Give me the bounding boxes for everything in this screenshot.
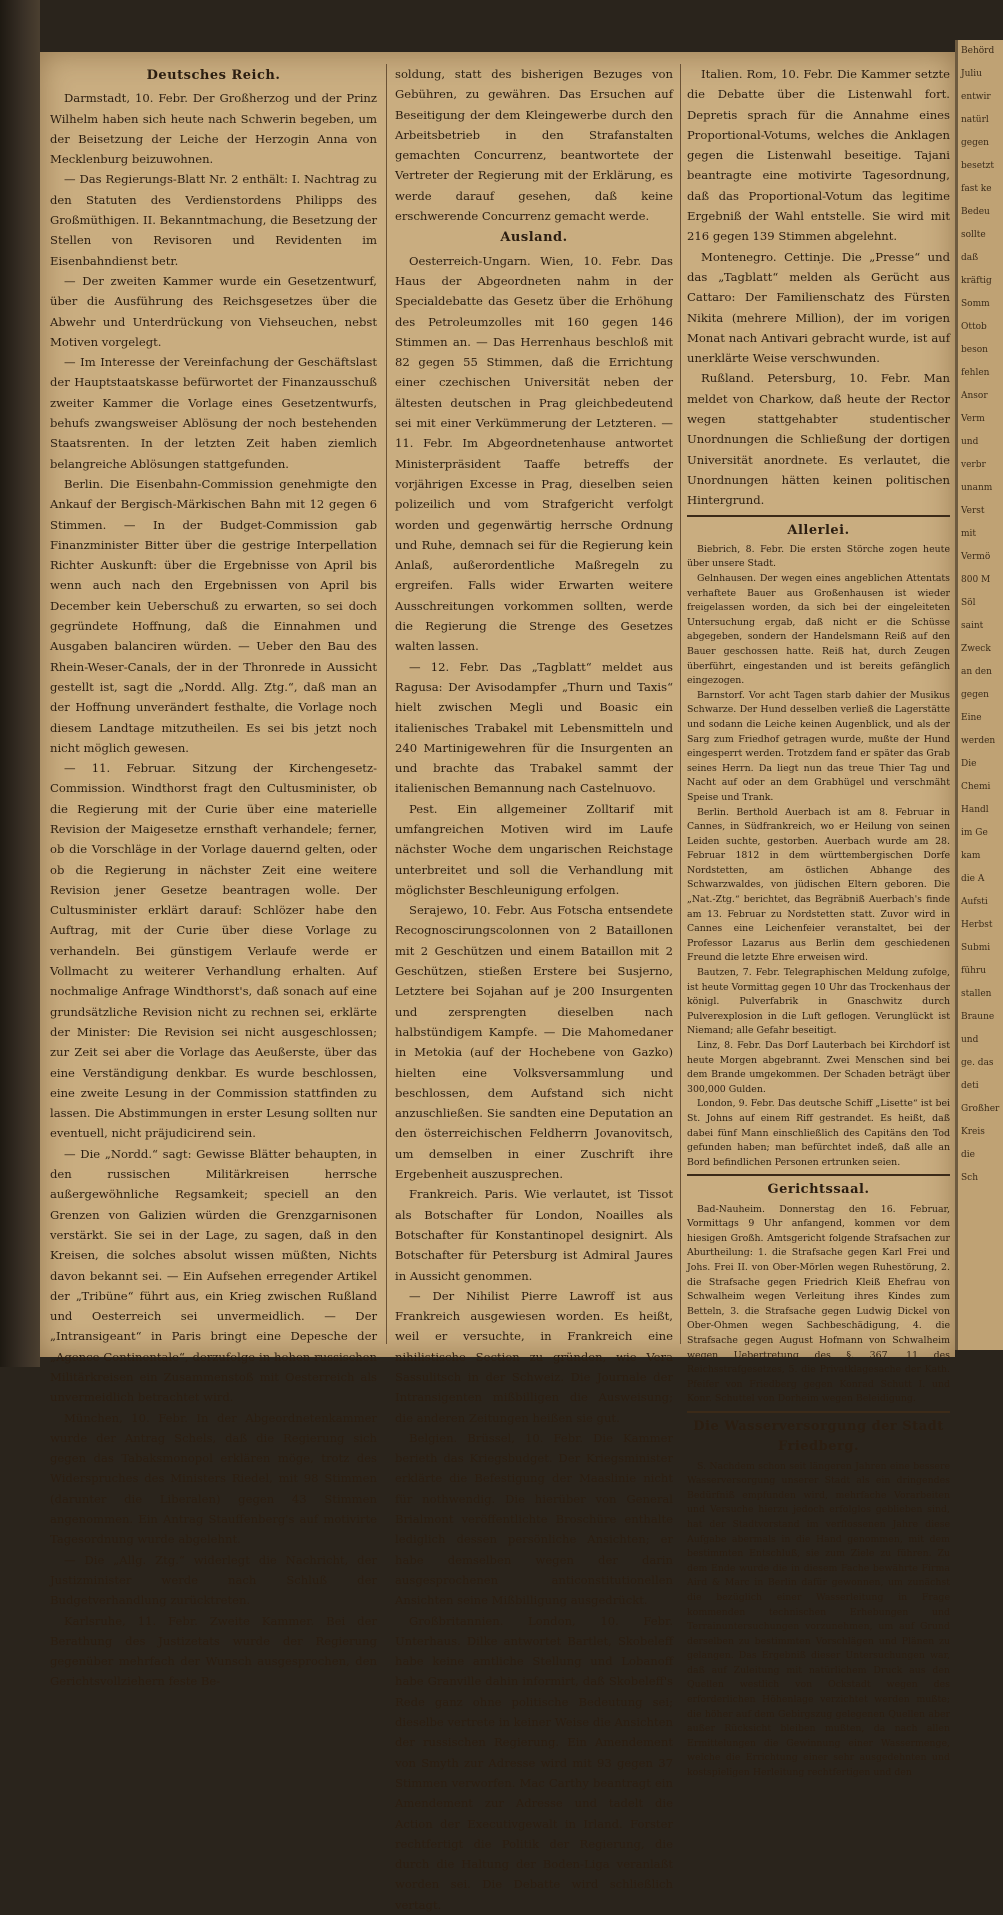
- column-3: [687, 64, 950, 1779]
- edge-fragment: die A: [961, 874, 985, 884]
- article-paragraph: — 11. Februar. Sitzung der Kirchengesetz-Commission. Windthorst fragt den Cultusminister, ob die Regierung mit der Curie über eine materielle Revision der Maigesetze ernsthaft verhandele; ferner, ob die Vorschläge in der Vorlage dauernd gelten, oder ob die Regierung in nächster Zeit eine weitere Revision jener Gesetze beantragen wolle. Der Cultusminister erklärt darauf: Schlözer habe den Auftrag, mit der Curie über diese Vorlage zu verhandeln. Bei günstigem Verlaufe werde er Vollmacht zu weiterer Verhandlung erhalten. Auf nochmalige Anfrage Windthorst's, daß sonach auf eine grundsätzliche Revision nicht zu rechnen sei, erklärte der Minister: Die Revision sei nicht ausgeschlossen; zur Zeit sei aber die Vorlage das Aeußerste, über das eine Verständigung denkbar. Es wurde beschlossen, eine zweite Lesung in der Commission stattfinden zu lassen. Die Abstimmungen in erster Lesung sollten nur eventuell, nicht präjudicirend sein.: [50, 761, 377, 1141]
- edge-fragment: führu: [961, 966, 987, 976]
- section-heading: Deutsches Reich.: [146, 68, 281, 83]
- section-heading: Gerichtssaal.: [767, 1182, 870, 1198]
- edge-fragment: gegen: [961, 138, 989, 148]
- court-block: [687, 1203, 950, 1407]
- edge-fragment: Juliu: [961, 69, 982, 79]
- article-paragraph: Karlsruhe, 11. Febr. Zweite Kammer. Bei der Berathung des Justizetats wurde der Regierung gegenüber mehrfach der Wunsch ausgesprochen, den Gerichtsvollziehern feste Be-: [50, 1613, 377, 1689]
- edge-fragment: die: [961, 1150, 975, 1160]
- edge-fragment: 800 M: [961, 575, 991, 585]
- edge-fragment: Ansor: [961, 391, 988, 401]
- edge-fragment: Eine: [961, 713, 982, 723]
- edge-fragment: gegen: [961, 690, 989, 700]
- edge-fragment: Herbst: [961, 920, 993, 930]
- edge-fragment: Submi: [961, 943, 991, 953]
- edge-fragment: Braune: [961, 1012, 995, 1022]
- edge-fragment: ge. das: [961, 1058, 994, 1068]
- edge-fragment: verbr: [961, 460, 986, 470]
- section-divider: [687, 1411, 950, 1413]
- news-item: Linz, 8. Febr. Das Dorf Lauterbach bei Kirchdorf ist heute Morgen abgebrannt. Zwei Menschen sind bei dem Brande umgekommen. Der Schaden beträgt über 300,000 Gulden.: [687, 1040, 950, 1095]
- news-item: Bad-Nauheim. Donnerstag den 16. Februar, Vormittags 9 Uhr anfangend, kommen vor dem hiesigen Großh. Amtsgericht folgende Strafsachen zur Aburtheilung: 1. die Strafsache gegen Karl Frei und Johs. Frei II. von Ober-Mörlen wegen Ruhestörung, 2. die Strafsache gegen Friedrich Kleiß Ehefrau von Schwalheim wegen Verleitung ihres Kindes zum Betteln, 3. die Strafsache gegen Ludwig Dickel von Ober-Ohmen wegen Sachbeschädigung, 4. die Strafsache gegen August Hofmann von Schwalheim wegen Uebertretung des §. 367, 11 des Reichsstrafgesetzes, 5. die Privatklagesache der Kath. Pfeifer von Friedberg gegen Konrad Schutt I. und Konr. Schuttel von Dorheim wegen Beleidigung.: [687, 1203, 950, 1405]
- article-paragraph: Großbritannien. London, 10. Febr. Unterhaus. Dilke antwortet Bartlet, Skobeleff habe keine amtliche Stellung und Lobanoff habe Granville dahin informirt, daß Skobeleff's Rede ganz ohne politische Bedeutung sei; dieselbe vertrete in keiner Weise die Ansichten der russischen Regierung. Ein Amendement von Smyth zur Adresse wird mit 93 gegen 37 Stimmen verworfen. Mac Carthy beantragt ein Amendement zur Adresse und tadelt die Action der Executivgewalt in Irland. Forster rechtfertigt die Politik der Regierung, die durch die Haltung der Boden-Liga veranlaßt worden sei. Die Debatte wird schließlich vertagt.: [395, 1613, 673, 1912]
- edge-fragment: fehlen: [961, 368, 990, 378]
- column-1: [50, 64, 377, 1689]
- edge-fragment: beson: [961, 345, 988, 355]
- edge-fragment: Aufsti: [961, 897, 988, 907]
- edge-fragment: Söl: [961, 598, 976, 608]
- article-paragraph: Italien. Rom, 10. Febr. Die Kammer setzte die Debatte über die Listenwahl fort. Depretis sprach für die Annahme eines Proportional-Votums, welches die Anklagen gegen die Listenwahl beseitige. Tajani beantragte eine motivirte Tagesordnung, daß das Proportional-Votum das legitime Ergebniß der Wahl entstelle. Sie wird mit 216 gegen 139 Stimmen abgelehnt.: [687, 67, 950, 244]
- article-paragraph: Oesterreich-Ungarn. Wien, 10. Febr. Das Haus der Abgeordneten nahm in der Specialdebatte das Gesetz über die Erhöhung des Petroleumzolles mit 160 gegen 146 Stimmen an. — Das Herrenhaus beschloß mit 82 gegen 55 Stimmen, daß die Errichtung einer czechischen Universität neben der ältesten deutschen in Prag gleichbedeutend sei mit einer Verkümmerung der Letzteren. — 11. Febr. Im Abgeordnetenhause antwortet Ministerpräsident Taaffe betreffs der vorjährigen Excesse in Prag, dieselben seien polizeilich und vom Strafgericht verfolgt worden und gegenwärtig herrsche Ordnung und Ruhe, demnach sei für die Regierung kein Anlaß, außerordentliche Maßregeln zu ergreifen. Falls wider Erwarten weitere Ausschreitungen vorkommen sollten, werde die Regierung die Strenge des Gesetzes walten lassen.: [395, 253, 673, 654]
- edge-fragment: Verm: [961, 414, 985, 424]
- article-paragraph: soldung, statt des bisherigen Bezuges von Gebühren, zu gewähren. Das Ersuchen auf Beseitigung der dem Kleingewerbe durch den Arbeitsbetrieb in den Strafanstalten gemachten Concurrenz, beantwortete der Vertreter der Regierung mit der Erklärung, es werde darauf gesehen, daß keine erschwerende Concurrenz gemacht werde.: [395, 67, 673, 224]
- edge-fragment: Kreis: [961, 1127, 985, 1137]
- edge-fragment: entwir: [961, 92, 991, 102]
- section-heading: Ausland.: [500, 230, 568, 246]
- edge-fragment: werden: [961, 736, 996, 746]
- section-divider: [687, 1174, 950, 1176]
- edge-fragment: unanm: [961, 483, 993, 493]
- article-paragraph: Frankreich. Paris. Wie verlautet, ist Tissot als Botschafter für London, Noailles als Botschafter für Konstantinopel designirt. Als Botschafter für Petersburg ist Admiral Jaures in Aussicht genommen.: [395, 1187, 673, 1283]
- edge-fragment: Vermö: [961, 552, 991, 562]
- article-paragraph: Pest. Ein allgemeiner Zolltarif mit umfangreichen Motiven wird im Laufe nächster Woche dem ungarischen Reichstage unterbreitet und soll die Verhandlung mit möglichster Beschleunigung erfolgen.: [395, 801, 673, 897]
- edge-fragment: Chemi: [961, 782, 991, 792]
- news-item: S. Nachdem schon seit längeren Jahren eine bessere Wasserversorgung unserer Stadt als ein dringendes Bedürfniß empfunden wird, mehrfache Vorarbeiten und Versuche hierzu jedoch erfolglos geblieben sind, hat der Stadtvorstand im verflossenen Jahre diese Aufgabe abermals in die Hand genommen, mit dem bestimmten Entschluß, sie zum Ziele zu führen. Zu dem Ende wurde die in diesem Fache bewährte Firma Aird & Marc in Berlin dafür gewonnen, um zunächst die bezüglich einer Wasserleitung in Frage kommenden technischen Erhebungen und Terrainuntersuchungen vorzunehmen, um auf Grund derselben zu bestimmten Vorschlägen und Plänen zu gelangen. Das Ergebniß dieser Untersuchungen war, daß auf Zuleitung mit natürlichem Druck aus den Quellen westlich von Ockstadt wegen des erforderlichen Höhenlage verzichtet werden mußte; die höher auf dem Gebirgszug gelegenen Quellen aber außer Rücksicht bleiben mußten, da nach allen Ermittelungen die Gewinnung einer Wassermenge, welche die Errichtung einer sehr ausgedehnten und kostspieligen Herleitung rechtfertigen und den: [687, 1460, 950, 1779]
- water-supply-block: [687, 1460, 950, 1781]
- edge-fragment: Die: [961, 759, 977, 769]
- edge-fragment: Großher: [961, 1104, 1000, 1114]
- edge-fragment: mit: [961, 529, 977, 539]
- news-item: Biebrich, 8. Febr. Die ersten Störche zogen heute über unsere Stadt.: [687, 543, 950, 570]
- section-heading: Die Wasserversorgung der Stadt Friedberg.: [693, 1418, 944, 1455]
- article-paragraph: Belgien. Brüssel, 10. Febr. Die Kammer berieth das Kriegsbudget. Der Kriegsminister erklärte die Befestigung der Maaslinie nicht für nothwendig. Die hierüber von General Brialmont veröffentlichte Broschüre enthalte lediglich dessen persönliche Ansichten; er habe demselben wegen der darin ausgesprochenen anticonstitutionellen Ansichten seine Mißbilligung ausgedrückt.: [395, 1430, 673, 1608]
- edge-fragment: deti: [961, 1081, 979, 1091]
- section-heading: Allerlei.: [787, 522, 850, 538]
- news-item: Barnstorf. Vor acht Tagen starb dahier der Musikus Schwarze. Der Hund desselben verließ die Lagerstätte und sodann die Leiche keinen Augenblick, und als der Sarg zum Friedhof getragen wurde, mußte der Hund eingesperrt werden. Trotzdem fand er später das Grab seines Herrn. Da liegt nun das treue Thier Tag und Nacht auf oder an dem Grabhügel und verschmäht Speise und Trank.: [687, 689, 950, 803]
- article-paragraph: Serajewo, 10. Febr. Aus Fotscha entsendete Recognoscirungscolonnen von 2 Bataillonen mit 2 Geschützen und einem Bataillon mit 2 Geschützen, stießen Erstere bei Susjerno, Letztere bei Sojahan auf je 200 Insurgenten und zersprengten dieselben nach halbstündigem Kampfe. — Die Mahomedaner in Metokia (auf der Hochebene von Gazko) hielten eine Volksversammlung und beschlossen, dem Aufstand sich nicht anzuschließen. Sie sandten eine Deputation an den österreichischen Feldherrn Jovanovitsch, um demselben in einer Zuschrift ihre Ergebenheit auszusprechen.: [395, 903, 673, 1182]
- news-item: Gelnhausen. Der wegen eines angeblichen Attentats verhaftete Bauer aus Großenhausen ist wieder freigelassen worden, da sich bei der eingeleiteten Untersuchung ergab, daß nicht er die Schüsse abgegeben, sondern der Handelsmann Reiß auf den Bauer geschossen hatte. Reiß hat, durch Zeugen überführt, eingestanden und ist bereits gefänglich eingezogen.: [687, 573, 950, 687]
- edge-fragment: Bedeu: [961, 207, 990, 217]
- article-paragraph: — Die „Nordd.“ sagt: Gewisse Blätter behaupten, in den russischen Militärkreisen herrsche außergewöhnliche Regsamkeit; speciell an den Grenzen von Galizien würden die Grenzgarnisonen verstärkt. Sie sei in der Lage, zu sagen, daß in den Kreisen, die solches absolut wissen müßten, Nichts davon bekannt sei. — Ein Aufsehen erregender Artikel der „Tribüne“ führt aus, ein Krieg zwischen Rußland und Oesterreich sei unvermeidlich. — Der „Intransigeant“ in Paris bringt eine Depesche der „Agence Continentale“, derzufolge in hohen russischen Militärkreisen ein Zusammenstoß mit Oesterreich als unvermeidlich betrachtet wird.: [50, 1146, 377, 1405]
- column-rule: [386, 64, 387, 1344]
- article-paragraph: — Das Regierungs-Blatt Nr. 2 enthält: I. Nachtrag zu den Statuten des Verdienstordens Philipps des Großmüthigen. II. Bekanntmachung, die Besetzung der Stellen von Revisoren und Revidenten im Eisenbahndienst betr.: [50, 172, 377, 268]
- edge-fragment: daß: [961, 253, 979, 263]
- column-2: [395, 64, 673, 1912]
- article-paragraph: — Der zweiten Kammer wurde ein Gesetzentwurf, über die Ausführung des Reichsgesetzes über die Abwehr und Unterdrückung von Viehseuchen, nebst Motiven vorgelegt.: [50, 273, 377, 349]
- news-item: London, 9. Febr. Das deutsche Schiff „Lisette“ ist bei St. Johns auf einem Riff gestrandet. Es heißt, daß dabei fünf Mann einschließlich des Capitäns den Tod gefunden haben; man befürchtet indeß, daß alle an Bord befindlichen Personen ertrunken seien.: [687, 1098, 950, 1168]
- news-item: Bautzen, 7. Febr. Telegraphischen Meldung zufolge, ist heute Vormittag gegen 10 Uhr das Trockenhaus der königl. Pulverfabrik in Gnaschwitz durch Pulverexplosion in die Luft geflogen. Verunglückt ist Niemand; alle Gefahr beseitigt.: [687, 967, 950, 1037]
- edge-fragment: natürl: [961, 115, 989, 125]
- edge-fragment: stallen: [961, 989, 992, 999]
- edge-fragment: und: [961, 437, 979, 447]
- edge-fragment: an den: [961, 667, 992, 677]
- article-paragraph: Darmstadt, 10. Febr. Der Großherzog und der Prinz Wilhelm haben sich heute nach Schwerin begeben, um der Beisetzung der Leiche der Herzogin Anna von Mecklenburg beizuwohnen.: [50, 91, 377, 167]
- article-paragraph: — Der Nihilist Pierre Lawroff ist aus Frankreich ausgewiesen worden. Es heißt, weil er versuchte, in Frankreich eine nihilistische Section zu gründen, wie Vera Sassulitsch in der Schweiz. Die Journale der Intransigenten mißbilligen die Ausweisung; die anderen Zeitungen heißen sie gut.: [395, 1288, 673, 1425]
- article-paragraph: — Die „Allg. Ztg.“ widerlegt die Nachricht, der Justizminister werde nach Schluß der Budgetverhandlung zurücktreten.: [50, 1552, 377, 1608]
- edge-fragment: saint: [961, 621, 984, 631]
- article-paragraph: Berlin. Die Eisenbahn-Commission genehmigte den Ankauf der Bergisch-Märkischen Bahn mit 12 gegen 6 Stimmen. — In der Budget-Commission gab Finanzminister Bitter über die gestrige Interpellation Richter Auskunft: über die Ergebnisse von April bis wenn auch nach den Ergebnissen von April bis December kein Ueberschuß zu erwarten, so sei doch gegründete Hoffnung, daß die Einnahmen und Ausgaben balanciren würden. — Ueber den Bau des Rhein-Weser-Canals, der in der Thronrede in Aussicht gestellt ist, sagt die „Nordd. Allg. Ztg.“, daß man an der Hoffnung unverändert festhalte, die Vorlage noch diesem Landtage mitzutheilen. Es sei bis jetzt noch nicht möglich gewesen.: [50, 476, 377, 755]
- miscellany-block: [687, 543, 950, 1171]
- edge-fragment: Handl: [961, 805, 989, 815]
- edge-fragment: kam: [961, 851, 981, 861]
- edge-fragment: Somm: [961, 299, 990, 309]
- article-paragraph: München, 10. Febr. In der Abgeordnetenkammer wurde der Antrag Schels, daß die Regierung sich gegen das Tabaksmonopol erklären möge, trotz des Widerspruches des Ministers Riedel, mit 98 Stimmen (darunter die Liberalen) gegen 43 Stimmen angenommen. Ein Antrag Stauffenberg's auf motivirte Tagesordnung wurde abgelehnt.: [50, 1410, 377, 1547]
- edge-fragment: Ottob: [961, 322, 987, 332]
- section-divider: [687, 515, 950, 517]
- next-page-edge: [955, 40, 1003, 1350]
- edge-fragment: im Ge: [961, 828, 988, 838]
- article-paragraph: — 12. Febr. Das „Tagblatt“ meldet aus Ragusa: Der Avisodampfer „Thurn und Taxis“ hielt zwischen Megli und Boasic ein italienisches Trabakel mit Lebensmitteln und 240 Martinigewehren für die Insurgenten an und brachte das Trabakel sammt der italienischen Bemannung nach Castelnuovo.: [395, 659, 673, 796]
- edge-fragment: fast ke: [961, 184, 992, 194]
- article-paragraph: Rußland. Petersburg, 10. Febr. Man meldet von Charkow, daß heute der Rector wegen stattgehabter studentischer Unordnungen die Schließung der dortigen Universität anordnete. Es verlautet, die Unordnungen hätten keinen politischen Hintergrund.: [687, 371, 950, 508]
- edge-fragment: Behörd: [961, 46, 995, 56]
- edge-fragment: Verst: [961, 506, 985, 516]
- book-binding: [0, 0, 40, 1367]
- edge-fragment: sollte: [961, 230, 986, 240]
- edge-fragment: Sch: [961, 1173, 979, 1183]
- column-rule: [680, 64, 681, 1344]
- news-item: Berlin. Berthold Auerbach ist am 8. Februar in Cannes, in Südfrankreich, wo er Heilung von seinen Leiden suchte, gestorben. Auerbach wurde am 28. Februar 1812 in dem württembergischen Dorfe Nordstetten, am östlichen Abhange des Schwarzwaldes, von jüdischen Eltern geboren. Die „Nat.-Ztg.“ berichtet, das Begräbniß Auerbach's finde am 13. Februar zu Nordstetten statt. Zuvor wird in Cannes eine Leichenfeier veranstaltet, bei der Professor Lazarus aus Berlin dem geschiedenen Freund die letzte Ehre erweisen wird.: [687, 806, 950, 964]
- edge-fragment: und: [961, 1035, 979, 1045]
- article-paragraph: Montenegro. Cettinje. Die „Presse“ und das „Tagblatt“ melden als Gerücht aus Cattaro: Der Familienschatz des Fürsten Nikita (mehrere Million), der im vorigen Monat nach Antivari gebracht wurde, ist auf unerklärte Weise verschwunden.: [687, 249, 950, 366]
- edge-fragment: kräftig: [961, 276, 992, 286]
- article-paragraph: — Im Interesse der Vereinfachung der Geschäftslast der Hauptstaatskasse befürwortet der Finanzausschuß zweiter Kammer die Vorlage eines Gesetzentwurfs, behufs zwangsweiser Ablösung der noch bestehenden Staatsrenten. In der letzten Zeit haben ziemlich belangreiche Ablösungen stattgefunden.: [50, 355, 377, 471]
- edge-fragment: Zweck: [961, 644, 991, 654]
- edge-fragment: besetzt: [961, 161, 995, 171]
- newspaper-page: [40, 52, 955, 1912]
